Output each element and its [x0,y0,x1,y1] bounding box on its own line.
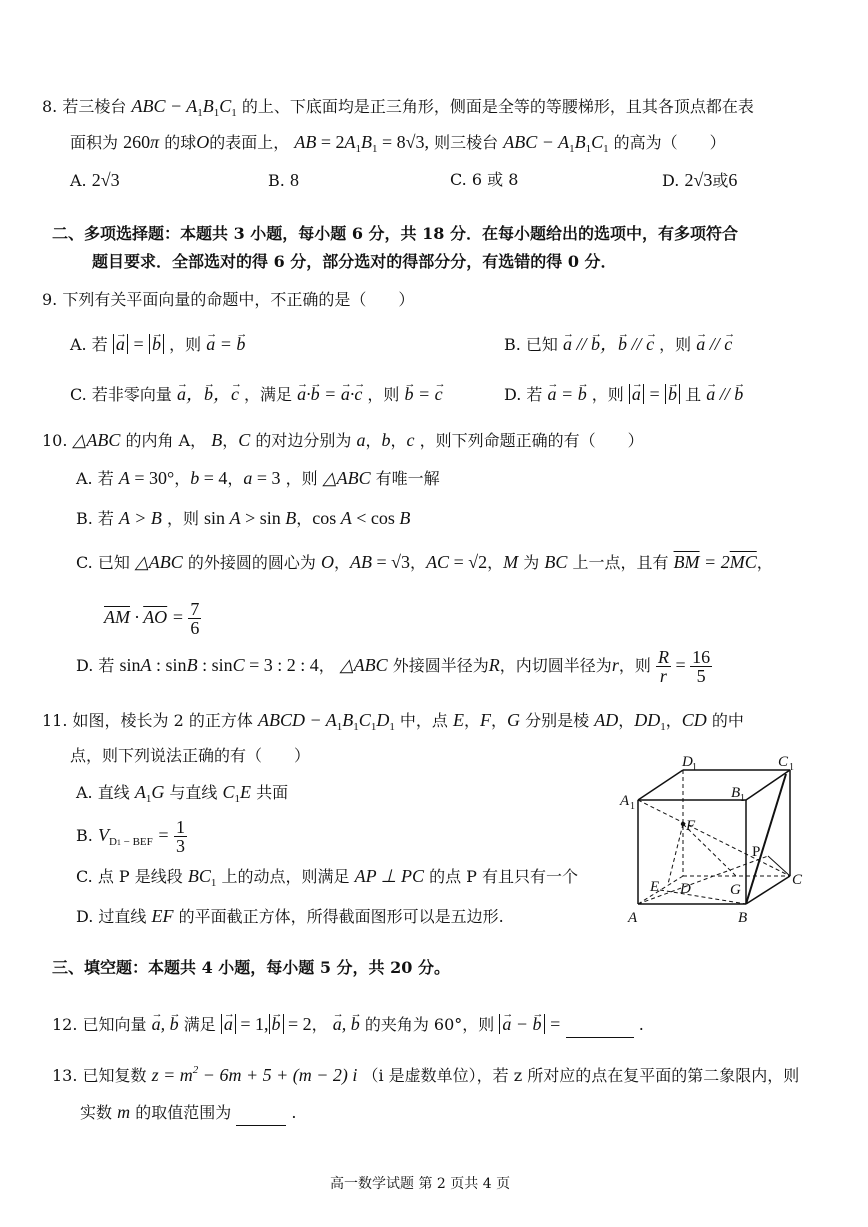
q12: 12. 已知向量 → a, → b 满足 → a = 1, → b = 2， → a, → b 的夹角为 60°，则 → a − → b = . [52,1010,644,1038]
svg-text:1: 1 [740,793,745,804]
section3-title: 三、填空题：本题共 4 小题，每小题 5 分，共 20 分。 [52,958,450,977]
q13-line2: 实数 m 的取值范围为 . [80,1100,297,1126]
q8-line2: 面积为 260π 的球O的表面上， AB = $2A_1B_1 = 8√3$, 则三棱台 ABC − $A_1B_1C_1$ 的高为（ ） [70,132,726,155]
q11-stem-line2: 点，则下列说法正确的有（ ） [70,746,311,765]
q11-option-c: C. 点 P 是线段 $BC_1$ 上的动点，则满足 AP ⊥ PC 的点 P 有且只有一个 [76,866,579,889]
cube-label-F: F [686,818,696,834]
cube-label-C: C [792,872,803,888]
q12-answer-blank[interactable] [566,1013,634,1038]
cube-label-D: D [680,881,691,897]
svg-text:1: 1 [692,762,697,773]
q8-option-b: B. 8 [268,170,299,190]
cube-label-P: P [752,844,761,860]
section2-title: 二、多项选择题：本题共 3 小题，每小题 6 分，共 18 分．在每小题给出的选项中，有多项符合 [52,224,738,243]
cube-label-B: B [738,910,748,926]
q9-stem: 9. 下列有关平面向量的命题中，不正确的是（ ） [42,290,415,309]
q9-option-b: B. 已知 → a // → b，→ b // → c ，则 → a // → c [504,330,732,357]
q10-option-d: D. 若 sinA : sinB : sinC = 3 : 2 : 4， △ABC 外接圆半径为R，内切圆半径为r，则 $\frac{R}{r}$ = $\frac{16}{5}$ [76,647,711,686]
cube-label-D1: D [682,754,693,770]
q8-option-c: C. 6 或 8 [450,170,519,189]
q9-option-a: A. 若 → a = → b ，则 → a = → b [70,330,245,357]
q11-stem-line1: 11. 如图，棱长为 2 的正方体 ABCD − $A_1B_1C_1D_1$ 中，点 E，F，G 分别是棱 AD，$DD_1$，CD 的中 [42,710,744,733]
cube-label-G: G [730,882,741,898]
q13-line1: 13. 已知复数 $z = m^2 - 6m + 5 + (m - 2)$ i （i 是虚数单位），若 z 所对应的点在复平面的第二象限内，则 [52,1064,800,1085]
q11-option-a: A. 直线 $A_1G$ 与直线 $C_1E$ 共面 [76,782,289,805]
cube-label-A: A [628,910,638,926]
cube-diagram [618,752,818,932]
q8-line1: 8. 若三棱台 ABC − $A_1B_1C_1$ 的上、下底面均是正三角形，侧面是全等的等腰梯形，且其各顶点都在表 [42,96,754,119]
cube-label-E: E [650,879,660,895]
q10-stem: 10. △ABC 的内角 A， B，C 的对边分别为 a，b，c ，则下列命题正确的有（ ） [42,430,644,450]
svg-text:1: 1 [789,762,794,773]
q11-option-d: D. 过直线 EF 的平面截正方体，所得截面图形可以是五边形. [76,906,504,926]
q10-option-c-cont: $\overline{AM} \cdot \overline{AO}$ = $\frac{7}{6}$ [104,599,200,638]
q10-option-a: A. 若 A = 30°，b = 4，a = 3 ，则 △ABC 有唯一解 [76,468,440,488]
section2-title-cont: 题目要求．全部选对的得 6 分，部分选对的得部分分，有选错的得 0 分． [92,252,617,271]
q13-answer-blank[interactable] [236,1101,286,1126]
svg-text:1: 1 [630,801,635,812]
q8-option-d: D. 2√3或6 [662,170,738,190]
q10-option-b: B. 若 A > B ，则 sin A > sin B，cos A < cos B [76,508,411,528]
cube-label-B1: B [731,785,741,801]
q9-option-c: C. 若非零向量 → a，→ b，→ c ，满足 → a·→ b = → a·→ c ，则 → b = → c [70,380,443,407]
page-footer: 高一数学试题 第 2 页共 4 页 [330,1176,511,1192]
cube-label-A1: A [620,793,630,809]
q9-option-d: D. 若 → a = → b ，则 → a = → b 且 → a // → b [504,380,743,407]
q11-option-b: B. $V_{D1 - BEF}$ = $\frac{1}{3}$ [76,817,185,856]
cube-label-C1: C [778,754,789,770]
q10-option-c: C. 已知 △ABC 的外接圆的圆心为 O，AB = √3，AC = √2，M 为 BC 上一点，且有 $\overline{BM} = 2\overline{MC}$， [76,552,773,572]
q8-option-a: A. 2√3 [70,170,120,190]
